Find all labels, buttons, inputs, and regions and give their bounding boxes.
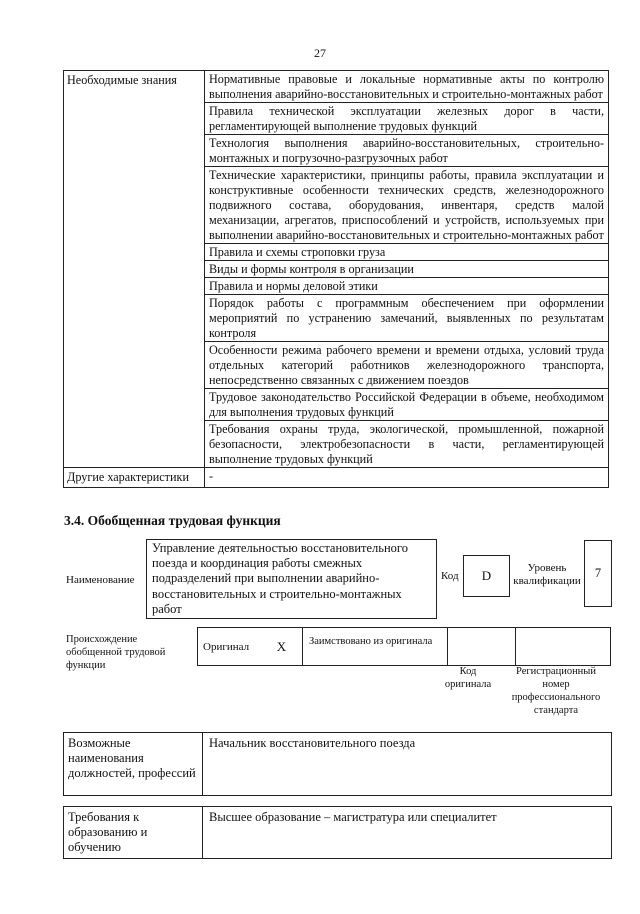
knowledge-item: Особенности режима рабочего времени и времени отдыха, условий труда отдельных категорий работников железнодорожного транспорта, непосредственно связанных с движением поездов xyxy=(205,342,609,389)
origin-reg-caption: Регистрационный номер профессионального стандарта xyxy=(511,666,601,716)
level-box xyxy=(584,540,612,607)
name-value: Управление деятельностью восстановительного поезда и координация работы смежных подразделений при выполнении аварийно-восстановительных и строительно-монтажных работ xyxy=(152,541,408,616)
level-label: Уровень квалификации xyxy=(513,562,581,587)
origin-code-caption: Код оригинала xyxy=(444,666,492,690)
code-label: Код xyxy=(441,570,459,582)
code-box xyxy=(463,555,510,597)
section-title: 3.4. Обобщенная трудовая функция xyxy=(64,513,281,528)
knowledge-item: Трудовое законодательство Российской Федерации в объеме, необходимом для выполнения трудовых функций xyxy=(205,389,609,421)
other-characteristics-value: - xyxy=(205,468,609,488)
name-box xyxy=(146,539,437,619)
knowledge-label: Необходимые знания xyxy=(64,71,205,468)
knowledge-row xyxy=(64,71,609,103)
code-value: D xyxy=(481,568,492,583)
other-characteristics-label: Другие характеристики xyxy=(64,468,205,488)
knowledge-item: Правила технической эксплуатации железных дорог в части, регламентирующей выполнение трудовых функций xyxy=(205,103,609,135)
knowledge-item: Правила и схемы строповки груза xyxy=(205,244,609,261)
knowledge-item: Правила и нормы деловой этики xyxy=(205,278,609,295)
positions-value: Начальник восстановительного поезда xyxy=(203,733,612,796)
origin-table xyxy=(197,627,611,666)
page-number: 27 xyxy=(314,46,326,60)
origin-code-cell xyxy=(448,628,516,666)
education-table xyxy=(63,806,612,859)
origin-reg-cell xyxy=(516,628,611,666)
knowledge-item: Нормативные правовые и локальные нормативные акты по контролю выполнения аварийно-восстановительных и строительно-монтажных работ xyxy=(205,71,609,103)
other-characteristics-row xyxy=(64,468,609,488)
origin-label: Происхождение обобщенной трудовой функции xyxy=(66,634,166,671)
knowledge-item: Виды и формы контроля в организации xyxy=(205,261,609,278)
education-label: Требования к образованию и обучению xyxy=(64,807,203,859)
knowledge-item: Технология выполнения аварийно-восстановительных, строительно-монтажных и погрузочно-разгрузочных работ xyxy=(205,135,609,167)
name-label: Наименование xyxy=(66,574,135,586)
original-label: Оригинал xyxy=(198,628,262,666)
borrowed-label: Заимствовано из оригинала xyxy=(303,628,448,666)
level-value: 7 xyxy=(594,566,602,580)
positions-label: Возможные наименования должностей, профессий xyxy=(64,733,203,796)
positions-table xyxy=(63,732,612,796)
education-value: Высшее образование – магистратура или специалитет xyxy=(203,807,612,859)
knowledge-table xyxy=(63,70,609,488)
original-mark: X xyxy=(261,628,303,666)
knowledge-item: Требования охраны труда, экологической, промышленной, пожарной безопасности, электробезопасности в части, регламентирующей выполнение трудовых функций xyxy=(205,421,609,468)
knowledge-item: Порядок работы с программным обеспечением при оформлении мероприятий по устранению замечаний, выявленных по результатам контроля xyxy=(205,295,609,342)
knowledge-item: Технические характеристики, принципы работы, правила эксплуатации и конструктивные особенности технических средств, железнодорожного подвижного состава, оборудования, инвентаря, средств малой механизации, агрегатов, приспособлений и устройств, используемых при выполнении аварийно-восстановительных и строительно-монтажных работ xyxy=(205,167,609,244)
